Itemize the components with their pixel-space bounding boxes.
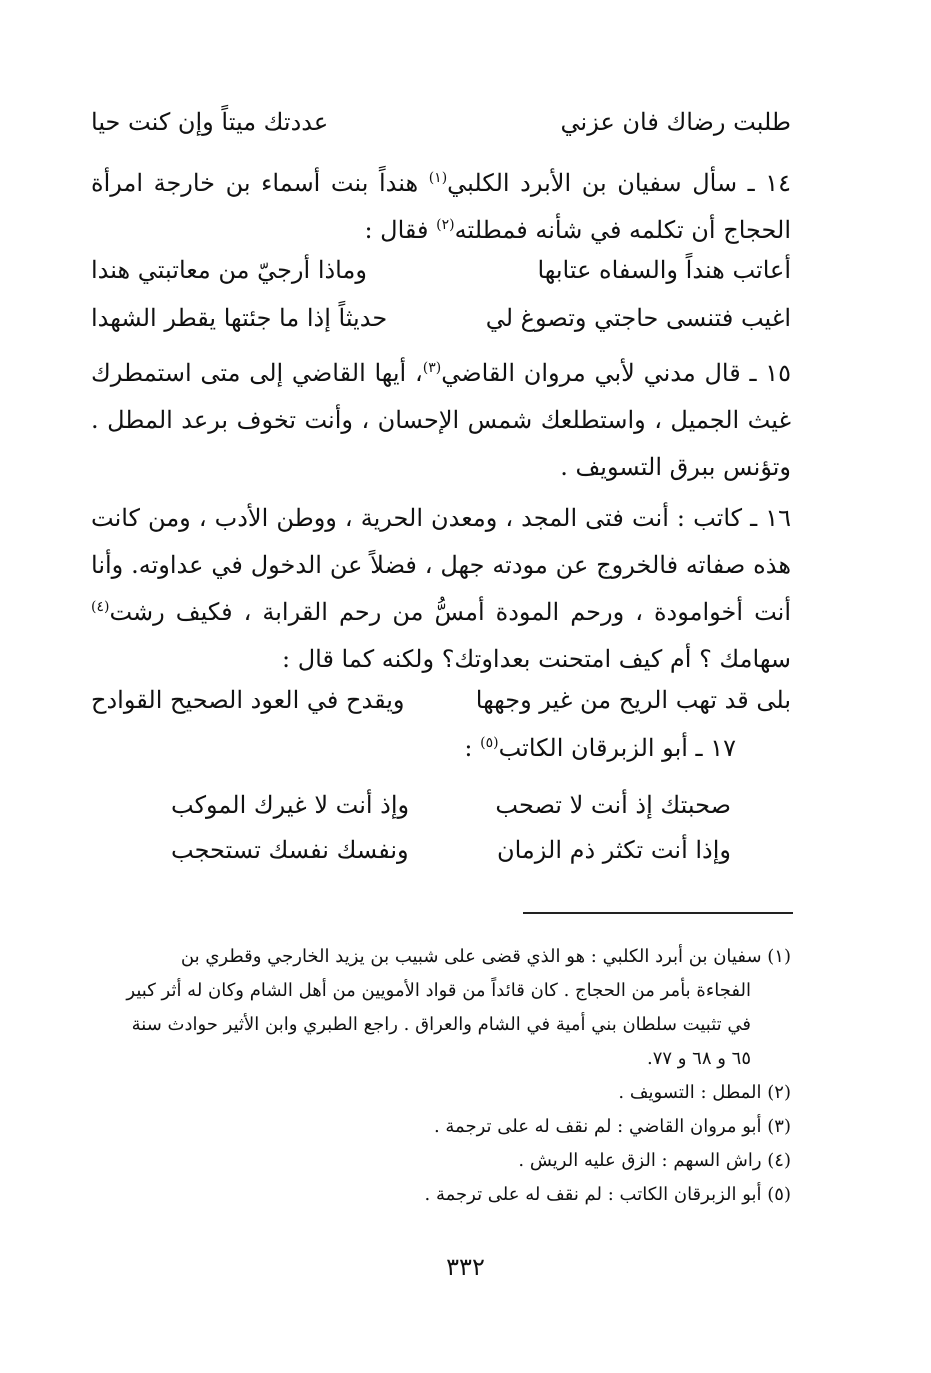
verse-hemistich-right: اغيب فتنسى حاجتي وتصوغ لي: [485, 304, 791, 332]
paragraph-15: [91, 350, 791, 491]
verse-hemistich-right: أعاتب هنداً والسفاه عتابها: [537, 256, 791, 284]
verse-line: [91, 306, 791, 330]
paragraph-text: ١٤ ـ سأل سفيان بن الأبرد الكلبي: [447, 169, 792, 197]
verse-hemistich-left: ويقدح في العود الصحيح القوادح: [91, 686, 405, 714]
verse-hemistich-left: حديثاً إذا ما جئتها يقطر الشهدا: [91, 304, 388, 332]
verse-hemistich-left: عددتك ميتاً وإن كنت حيا: [91, 108, 329, 136]
footnote-ref: (٢): [436, 217, 455, 233]
verse-hemistich-right: طلبت رضاك فان عزني: [560, 108, 791, 136]
verse-hemistich-right: بلى قد تهب الريح من غير وجهها: [475, 686, 791, 714]
footnote-1-line: الفجاءة بأمر من الحجاج . كان قائداً من قواد الأمويين من أهل الشام وكان له أثر كبير: [126, 980, 751, 1001]
paragraph-text: ، أيها القاضي إلى متى استمطرك غيث الجميل ، واستطلعك شمس الإحسان ، وأنت تخوف برعد المطل . وتؤنس ببرق التسويف .: [91, 359, 792, 481]
footnote-5: (٥) أبو الزبرقان الكاتب : لم نقف له على ترجمة .: [424, 1184, 791, 1205]
footnote-4: (٤) راش السهم : الزق عليه الريش .: [518, 1150, 791, 1171]
footnote-ref: (٣): [422, 360, 442, 376]
verse-line: [91, 688, 791, 712]
paragraph-17: [96, 725, 736, 772]
page-number: ٣٣٢: [446, 1253, 485, 1281]
paragraph-text: :: [464, 734, 481, 762]
paragraph-text: ١٦ ـ كاتب : أنت فتى المجد ، ومعدن الحرية ، ووطن الأدب ، ومن كانت هذه صفاته فالخروج عن مودته جهل ، فضلاً عن الدخول في عداوته. وأنا أنت أخوامودة ، ورحم المودة أمسُّ من رحم القرابة ، فكيف رشت: [91, 504, 791, 626]
paragraph-text: هنداً بنت أسماء بن خارجة امرأة الحجاج أن تكلمه في شأنه فمطلته: [91, 169, 791, 244]
footnote-ref: (١): [428, 170, 448, 186]
footnotes: [91, 940, 791, 1212]
footnote-1-line: (١) سفيان بن أبرد الكلبي : هو الذي قضى على شبيب بن يزيد الخارجي وقطري بن: [180, 946, 791, 967]
paragraph-text: ١٧ ـ أبو الزبرقان الكاتب: [498, 734, 736, 762]
verse-line: [91, 110, 791, 134]
paragraph-16: [91, 495, 791, 683]
paragraph-text: ١٥ ـ قال مدني لأبي مروان القاضي: [441, 359, 791, 387]
paragraph-text: سهامك ؟ أم كيف امتحنت بعداوتك؟ ولكنه كما قال :: [281, 645, 791, 673]
verse-hemistich-right: صحبتك إذ أنت لا تصحب: [495, 791, 731, 819]
footnote-ref: (٥): [480, 735, 499, 751]
footnote-separator: [523, 912, 793, 914]
verse-hemistich-left: ونفسك نفسك تستحجب: [171, 836, 409, 864]
footnote-3: (٣) أبو مروان القاضي : لم نقف له على ترجمة .: [433, 1116, 791, 1137]
footnote-1-line: ٦٥ و ٦٨ و ٧٧.: [646, 1048, 751, 1069]
footnote-1-line: في تثبيت سلطان بني أمية في الشام والعراق . راجع الطبري وابن الأثير حوادث سنة: [131, 1014, 751, 1035]
footnote-2: (٢) المطل : التسويف .: [618, 1082, 791, 1103]
verse-line: [171, 793, 731, 817]
verse-hemistich-left: وماذا أرجيّ من معاتبتي هندا: [91, 256, 367, 284]
paragraph-text: فقال :: [364, 216, 437, 244]
verse-line: [171, 838, 731, 862]
paragraph-14: [91, 160, 791, 254]
verse-hemistich-right: وإذا أنت تكثر ذم الزمان: [496, 836, 731, 864]
footnote-ref: (٤): [91, 599, 110, 615]
verse-line: [91, 258, 791, 282]
verse-hemistich-left: وإذ أنت لا غيرك الموكب: [171, 791, 410, 819]
